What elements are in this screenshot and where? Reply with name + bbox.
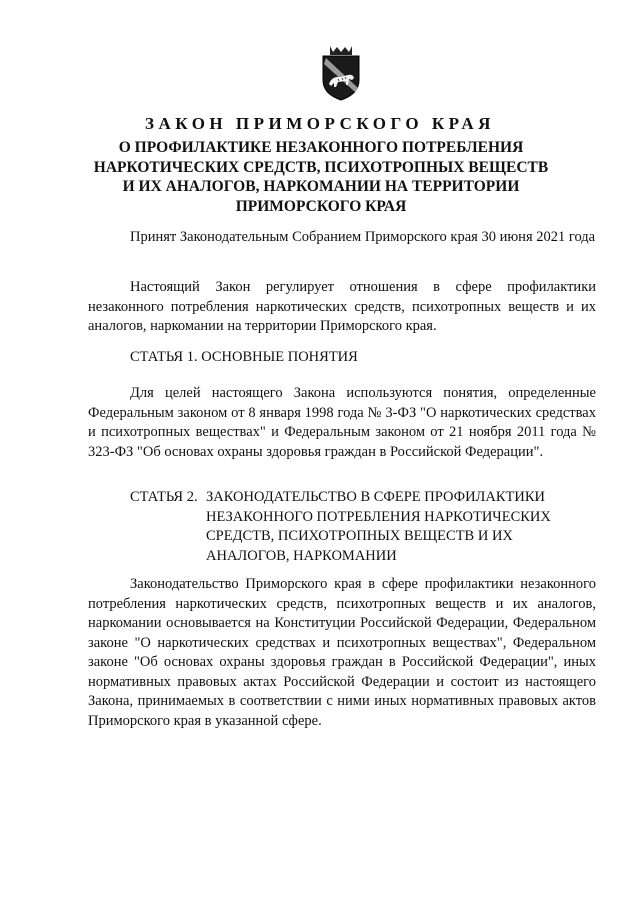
article-1-text: Для целей настоящего Закона используются понятия, определенные Федеральным законом от 8 января 1998 года № 3-ФЗ "О наркотических средствах и психотропных веществах" и Федеральным законом от 21 ноября 2011 года № 323-ФЗ "Об основах охраны здоровья граждан в Российской Федерации".	[88, 385, 596, 460]
intro-paragraph: Настоящий Закон регулирует отношения в сфере профилактики незаконного потребления наркотических средств, психотропных веществ и их аналогов, наркомании на территории Приморского края.	[88, 279, 596, 334]
primorsky-krai-coat-of-arms-icon	[318, 44, 364, 102]
adoption-note: Принят Законодательным Собранием Приморского края 30 июня 2021 года	[130, 229, 596, 245]
article-2-title: ЗАКОНОДАТЕЛЬСТВО В СФЕРЕ ПРОФИЛАКТИКИ НЕЗАКОННОГО ПОТРЕБЛЕНИЯ НАРКОТИЧЕСКИХ СРЕДСТВ, ПСИХОТРОПНЫХ ВЕЩЕСТВ И ИХ АНАЛОГОВ, НАРКОМАНИИ	[206, 489, 551, 564]
article-2-text: Законодательство Приморского края в сфере профилактики незаконного потребления наркотических средств, психотропных веществ и их аналогов, наркомании основывается на Конституции Российской Федерации, Федеральном законе "О наркотических средствах и психотропных веществах", Федеральном законе "Об основах охраны здоровья граждан в Российской Федерации", иных нормативных правовых актах Российской Федерации и состоит из настоящего Закона, принимаемых в соответствии с ними иных нормативных правовых актов Приморского края в указанной сфере.	[88, 576, 596, 729]
article-2-number: СТАТЬЯ 2.	[130, 489, 198, 505]
law-header: ЗАКОН ПРИМОРСКОГО КРАЯ	[145, 114, 495, 133]
article-1-heading: СТАТЬЯ 1. ОСНОВНЫЕ ПОНЯТИЯ	[130, 349, 358, 365]
law-title: О ПРОФИЛАКТИКЕ НЕЗАКОННОГО ПОТРЕБЛЕНИЯ НАРКОТИЧЕСКИХ СРЕДСТВ, ПСИХОТРОПНЫХ ВЕЩЕСТВ И ИХ АНАЛОГОВ, НАРКОМАНИИ НА ТЕРРИТОРИИ ПРИМОРСКОГО КРАЯ	[93, 139, 549, 215]
article-2-heading	[130, 488, 590, 566]
